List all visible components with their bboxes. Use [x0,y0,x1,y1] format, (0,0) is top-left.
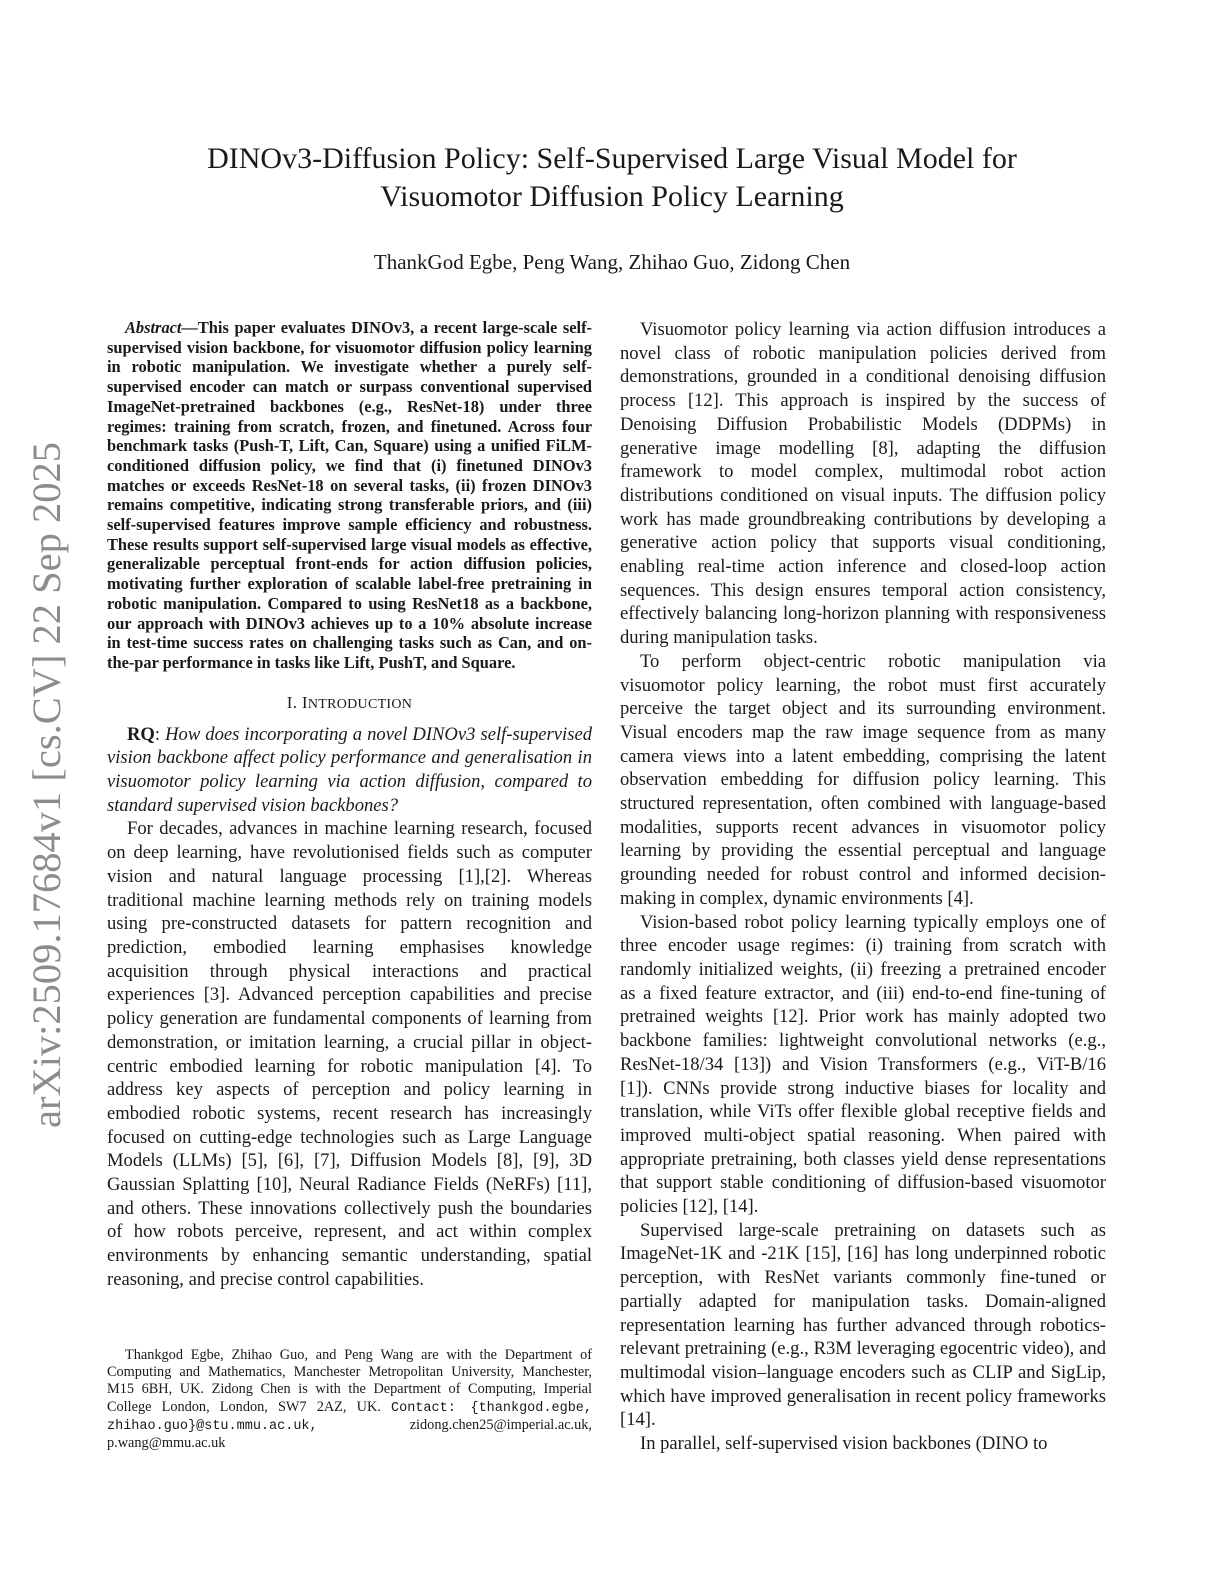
research-question: RQ: How does incorporating a novel DINOv3 self-supervised vision backbone affect policy performance and generalisation in visuomotor policy learning via action diffusion, compared to standard supervised vision backbones? [107,723,592,816]
rq-label: RQ [127,723,155,745]
footnote-emails: zidong.chen25@imperial.ac.uk, p.wang@mmu.ac.uk [107,1416,592,1452]
rq-text: How does incorporating a novel DINOv3 self-supervised vision backbone affect policy performance and generalisation in visuomotor policy learning via action diffusion, compared to standard supervised vision backbones? [107,723,592,816]
abstract [107,318,592,673]
arxiv-identifier [20,440,72,1130]
author-list: ThankGod Egbe, Peng Wang, Zhihao Guo, Zidong Chen [373,250,851,274]
right-paragraph-1: Visuomotor policy learning via action diffusion introduces a novel class of robotic manipulation policies derived from demonstrations, grounded in a conditional denoising diffusion process [12]. This approach is inspired by the success of Denoising Diffusion Probabilistic Models (DDPMs) in generative image modelling [8], adapting the diffusion framework to model complex, multimodal robot action distributions conditioned on visual inputs. The diffusion policy work has made groundbreaking contributions by developing a generative action policy that supports visual conditioning, enabling real-time action inference and closed-loop action sequences. This design ensures temporal action consistency, effectively balancing long-horizon planning with responsiveness during manipulation tasks. [620,319,1106,649]
intro-paragraph-1: For decades, advances in machine learning research, focused on deep learning, have revolutionised fields such as computer vision and natural language processing [1],[2]. Whereas traditional machine learning methods rely on training models using pre-constructed datasets for pattern recognition and prediction, embodied learning emphasises knowledge acquisition through physical interactions and practical experiences [3]. Advanced perception capabilities and precise policy generation are fundamental components of learning from demonstration, or imitation learning, a crucial pillar in object-centric embodied learning for robotic manipulation [4]. To address key aspects of perception and policy learning in embodied robotic systems, recent research has increasingly focused on cutting-edge technologies such as Large Language Models (LLMs) [5], [6], [7], Diffusion Models [8], [9], 3D Gaussian Splatting [10], Neural Radiance Fields (NeRFs) [11], and others. These innovations collectively push the boundaries of how robots perceive, represent, and act within complex environments by enhancing semantic understanding, spatial reasoning, and precise control capabilities. [107,818,592,1290]
arxiv-identifier-text: arXiv:2509.17684v1 [cs.CV] 22 Sep 2025 [24,450,69,1128]
right-paragraph-5: In parallel, self-supervised vision backbones (DINO to [640,1433,1048,1455]
left-column [107,318,592,1292]
footnote-contact: Contact: {thankgod.egbe, zhihao.guo}@stu.mmu.ac.uk, [107,1400,592,1434]
footnote-affiliations: Thankgod Egbe, Zhihao Guo, and Peng Wang are with the Department of Computing and Mathematics, Manchester Metropolitan University, Manchester, M15 6BH, UK. Zidong Chen is with the Department of Computing, Imperial College London, London, SW7 2AZ, UK. [107,1347,592,1415]
right-paragraph-4: Supervised large-scale pretraining on datasets such as ImageNet-1K and -21K [15], [16] has long underpinned robotic perception, with ResNet variants commonly fine-tuned or partially adapted for manipulation tasks. Domain-aligned representation learning has further advanced through robotics-relevant pretraining (e.g., R3M leveraging egocentric video), and multimodal vision–language encoders such as CLIP and SigLip, which have improved generalisation in recent policy frameworks [14]. [620,1219,1106,1431]
right-column [620,318,1106,1456]
abstract-label: Abstract— [125,318,198,337]
right-paragraph-2: To perform object-centric robotic manipulation via visuomotor policy learning, the robot must first accurately perceive the target object and its surrounding environment. Visual encoders map the raw image sequence from as many camera views into a latent embedding, comprising the latent observation embedding for diffusion policy learning. This structured representation, often combined with language-based modalities, supports recent advances in visuomotor policy learning by providing the essential perceptual and language grounding needed for robust control and informed decision-making in complex, dynamic environments [4]. [620,650,1106,909]
paper-title [0,140,1224,216]
section-heading-introduction: I. INTRODUCTION [286,692,413,712]
abstract-text: This paper evaluates DINOv3, a recent large-scale self-supervised vision backbone, for visuomotor diffusion policy learning in robotic manipulation. We investigate whether a purely self-supervised encoder can match or surpass conventional supervised ImageNet-pretrained backbones (e.g., ResNet-18) under three regimes: training from scratch, frozen, and finetuned. Across four benchmark tasks (Push-T, Lift, Can, Square) using a unified FiLM-conditioned diffusion policy, we find that (i) finetuned DINOv3 matches or exceeds ResNet-18 on several tasks, (ii) frozen DINOv3 remains competitive, indicating strong transferable priors, and (iii) self-supervised features improve sample efficiency and robustness. These results support self-supervised large visual models as effective, generalizable perceptual front-ends for action diffusion policies, motivating further exploration of scalable label-free pretraining in robotic manipulation. Compared to using ResNet18 as a backbone, our approach with DINOv3 achieves up to a 10% absolute increase in test-time success rates on challenging tasks such as Can, and on-the-par performance in tasks like Lift, PushT, and Square. [107,318,592,672]
right-paragraph-3: Vision-based robot policy learning typically employs one of three encoder usage regimes: (i) training from scratch with randomly initialized weights, (ii) freezing a pretrained encoder as a fixed feature extractor, and (iii) end-to-end fine-tuning of pretrained weights [12]. Prior work has mainly adopted two backbone families: lightweight convolutional networks (e.g., ResNet-18/34 [13]) and Vision Transformers (e.g., ViT-B/16 [1]). CNNs provide strong inductive biases for locality and translation, while ViTs offer flexible global receptive fields and improved multi-object spatial reasoning. When paired with appropriate pretraining, both classes yield dense representations that support stable conditioning of diffusion-based visuomotor policies [12], [14]. [620,911,1106,1218]
title-line-2: Visuomotor Diffusion Policy Learning [380,180,844,213]
title-line-1: DINOv3-Diffusion Policy: Self-Supervised Large Visual Model for [207,142,1017,175]
footnote [107,1347,592,1452]
